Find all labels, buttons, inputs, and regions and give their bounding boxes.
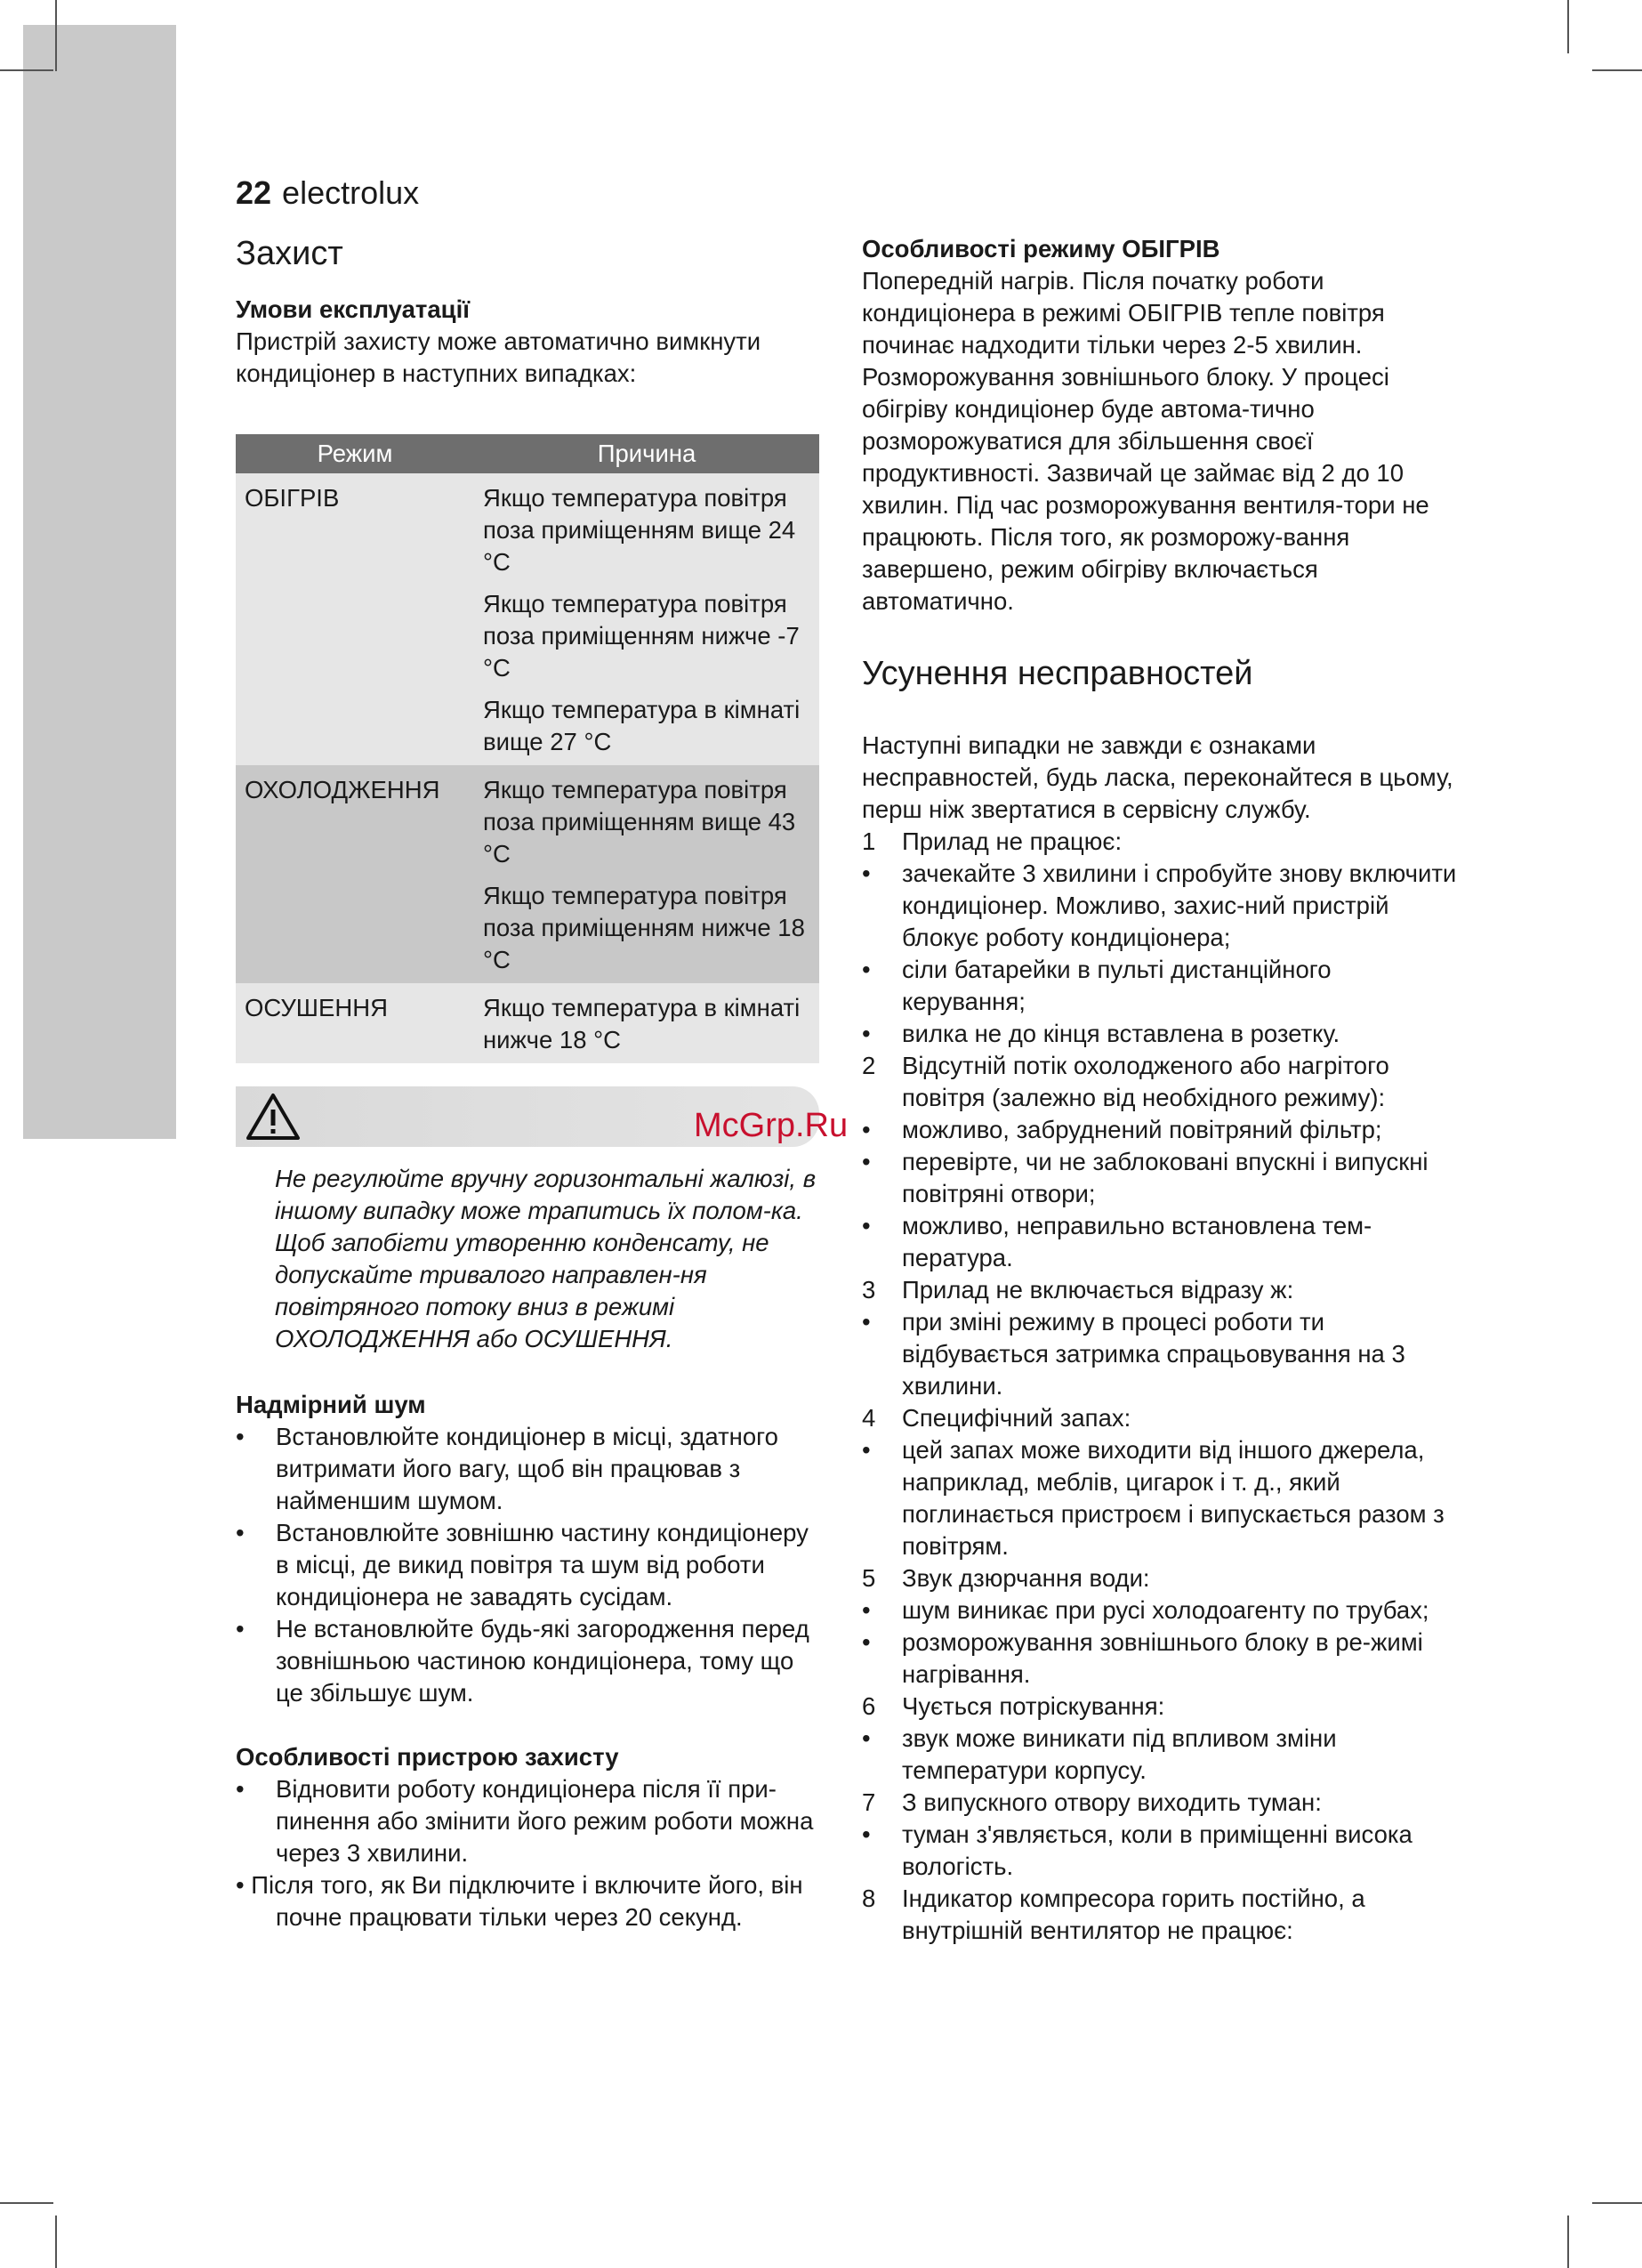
issue-number: 5	[862, 1564, 876, 1592]
table-row	[236, 983, 819, 1063]
issue-item	[862, 1274, 1458, 1306]
list-item: • цей запах може виходити від іншого джерела, наприклад, меблів, цигарок і т. д., який поглинається пристроєм і випускається разом з повітрям.	[862, 1434, 1458, 1562]
warning-paragraph: Не регулюйте вручну горизонтальні жалюзі, в іншому випадку може трапитись їх полом-ка.	[275, 1165, 817, 1224]
issue-number: 6	[862, 1692, 876, 1720]
crop-mark	[55, 0, 57, 71]
list-item: • сіли батарейки в пульті дистанційного керування;	[862, 954, 1458, 1018]
issue-title: Звук дзюрчання води:	[902, 1564, 1150, 1592]
issue-item	[862, 1883, 1458, 1947]
mode-cell: ОХОЛОДЖЕННЯ	[236, 765, 474, 983]
list-item: • Не встановлюйте будь-які загородження перед зовнішньою частиною кондиціонера, тому що це збільшує шум.	[236, 1613, 823, 1709]
left-column	[236, 233, 823, 1933]
issue-title: Прилад не працює:	[902, 827, 1123, 855]
noise-heading: Надмірний шум	[236, 1391, 426, 1418]
issue-title: Чується потріскування:	[902, 1692, 1165, 1720]
list-item: • розморожування зовнішнього блоку в ре-жимі нагрівання.	[862, 1626, 1458, 1691]
crop-mark	[1592, 69, 1642, 71]
warning-text	[275, 1163, 823, 1355]
right-column	[862, 233, 1458, 1947]
list-item: • можливо, неправильно встановлена тем-пература.	[862, 1210, 1458, 1274]
issue-number: 4	[862, 1404, 876, 1432]
cause-cell: Якщо температура повітря поза приміщенням нижче 18 °C	[483, 882, 805, 973]
heat-text: Попередній нагрів. Після початку роботи кондиціонера в режимі ОБІГРІВ тепле повітря починає надходити тільки через 2-5 хвилин. Розморожування зовнішнього блоку. У процесі обігріву кондиціонер буде автома-тично розморожуватися для збільшення своєї продуктивності. Зазвичай це займає від 2 до 10 хвилин. Під час розморожування вентиля-тори не працюють. Після того, як розморожу-вання завершено, режим обігріву включається автоматично.	[862, 267, 1429, 615]
table-header-mode: Режим	[236, 434, 474, 473]
crop-mark	[1592, 2202, 1642, 2204]
brand-name: electrolux	[282, 174, 420, 211]
issue-item	[862, 1050, 1458, 1114]
list-item: • Відновити роботу кондиціонера після її при-пинення або змінити його режим роботи можна через 3 хвилини.	[236, 1773, 823, 1869]
page-header	[236, 174, 419, 212]
list-item: • при зміні режиму в процесі роботи ти відбувається затримка спрацьовування на 3 хвилини.	[862, 1306, 1458, 1402]
issue-title: Специфічний запах:	[902, 1404, 1131, 1432]
issues-list	[862, 826, 1458, 1947]
warning-triangle-icon	[245, 1090, 302, 1143]
issue-title: Прилад не включається відразу ж:	[902, 1276, 1294, 1303]
cause-cell: Якщо температура повітря поза приміщенням вище 43 °C	[483, 776, 796, 868]
cause-cell: Якщо температура повітря поза приміщенням нижче -7 °C	[483, 590, 800, 682]
cause-cell: Якщо температура в кімнаті нижче 18 °C	[483, 994, 801, 1053]
issue-title: Відсутній потік охолодженого або нагрітого повітря (залежно від необхідного режиму):	[902, 1052, 1389, 1111]
issue-bullets	[862, 1819, 1458, 1883]
issue-item	[862, 1562, 1458, 1594]
list-item: • вилка не до кінця вставлена в розетку.	[862, 1018, 1458, 1050]
protect-note: • Після того, як Ви підключите і включите його, він почне працювати тільки через 20 секунд.	[236, 1871, 803, 1931]
issue-title: З випускного отвору виходить туман:	[902, 1788, 1322, 1816]
issue-bullets	[862, 858, 1458, 1050]
section-title-protection: Захист	[236, 235, 343, 272]
issue-item	[862, 826, 1458, 858]
crop-mark	[1567, 0, 1569, 53]
trouble-intro: Наступні випадки не завжди є ознаками несправностей, будь ласка, переконайтеся в цьому, перш ніж звертатися в сервісну службу.	[862, 731, 1453, 823]
noise-list	[236, 1421, 823, 1709]
mode-cell: ОБІГРІВ	[236, 473, 474, 765]
cause-cell: Якщо температура повітря поза приміщенням вище 24 °C	[483, 484, 796, 576]
page-number: 22	[236, 174, 272, 211]
issue-title: Індикатор компресора горить постійно, а внутрішній вентилятор не працює:	[902, 1885, 1365, 1944]
cause-cell: Якщо температура в кімнаті вище 27 °C	[483, 696, 801, 755]
list-item: • туман з'являється, коли в приміщенні висока вологість.	[862, 1819, 1458, 1883]
crop-mark	[55, 2216, 57, 2268]
crop-mark	[0, 2202, 53, 2204]
issue-item	[862, 1402, 1458, 1434]
warning-paragraph: Щоб запобігти утворенню конденсату, не допускайте тривалого направлен-ня повітряного потоку вниз в режимі ОХОЛОДЖЕННЯ або ОСУШЕННЯ.	[275, 1229, 769, 1352]
issue-bullets	[862, 1594, 1458, 1691]
table-row	[236, 765, 819, 983]
list-item: • Встановлюйте кондиціонер в місці, здатного витримати його вагу, щоб він працював з найменшим шумом.	[236, 1421, 823, 1517]
conditions-text: Пристрій захисту може автоматично вимкнути кондиціонер в наступних випадках:	[236, 327, 761, 387]
list-item: • шум виникає при русі холодоагенту по трубах;	[862, 1594, 1458, 1626]
list-item: • звук може виникати під впливом зміни температури корпусу.	[862, 1723, 1458, 1787]
crop-mark	[0, 69, 53, 71]
protect-heading: Особливості пристрою захисту	[236, 1743, 619, 1771]
issue-number: 2	[862, 1052, 876, 1079]
section-title-troubleshooting: Усунення несправностей	[862, 655, 1253, 692]
conditions-heading: Умови експлуатації	[236, 295, 470, 323]
protection-table	[236, 434, 819, 1063]
issue-number: 7	[862, 1788, 876, 1816]
protect-list	[236, 1773, 823, 1869]
crop-mark	[1567, 2216, 1569, 2268]
issue-number: 3	[862, 1276, 876, 1303]
list-item: • Встановлюйте зовнішню частину кондиціонеру в місці, де викид повітря та шум від роботи кондиціонера не завадять сусідам.	[236, 1517, 823, 1613]
issue-item	[862, 1691, 1458, 1723]
issue-number: 1	[862, 827, 876, 855]
list-item: • зачекайте 3 хвилини і спробуйте знову включити кондиціонер. Можливо, захис-ний пристрій блокує роботу кондиціонера;	[862, 858, 1458, 954]
issue-bullets	[862, 1434, 1458, 1562]
heat-heading: Особливості режиму ОБІГРІВ	[862, 235, 1220, 262]
issue-bullets	[862, 1306, 1458, 1402]
table-header-cause: Причина	[474, 434, 819, 473]
issue-item	[862, 1787, 1458, 1819]
list-item: • можливо, забруднений повітряний фільтр;	[862, 1114, 1458, 1146]
list-item: • перевірте, чи не заблоковані впускні і випускні повітряні отвори;	[862, 1146, 1458, 1210]
side-tab	[23, 25, 176, 1139]
issue-number: 8	[862, 1885, 876, 1912]
table-row	[236, 473, 819, 765]
issue-bullets	[862, 1723, 1458, 1787]
watermark: McGrp.Ru	[694, 1107, 849, 1144]
mode-cell: ОСУШЕННЯ	[236, 983, 474, 1063]
issue-bullets	[862, 1114, 1458, 1274]
